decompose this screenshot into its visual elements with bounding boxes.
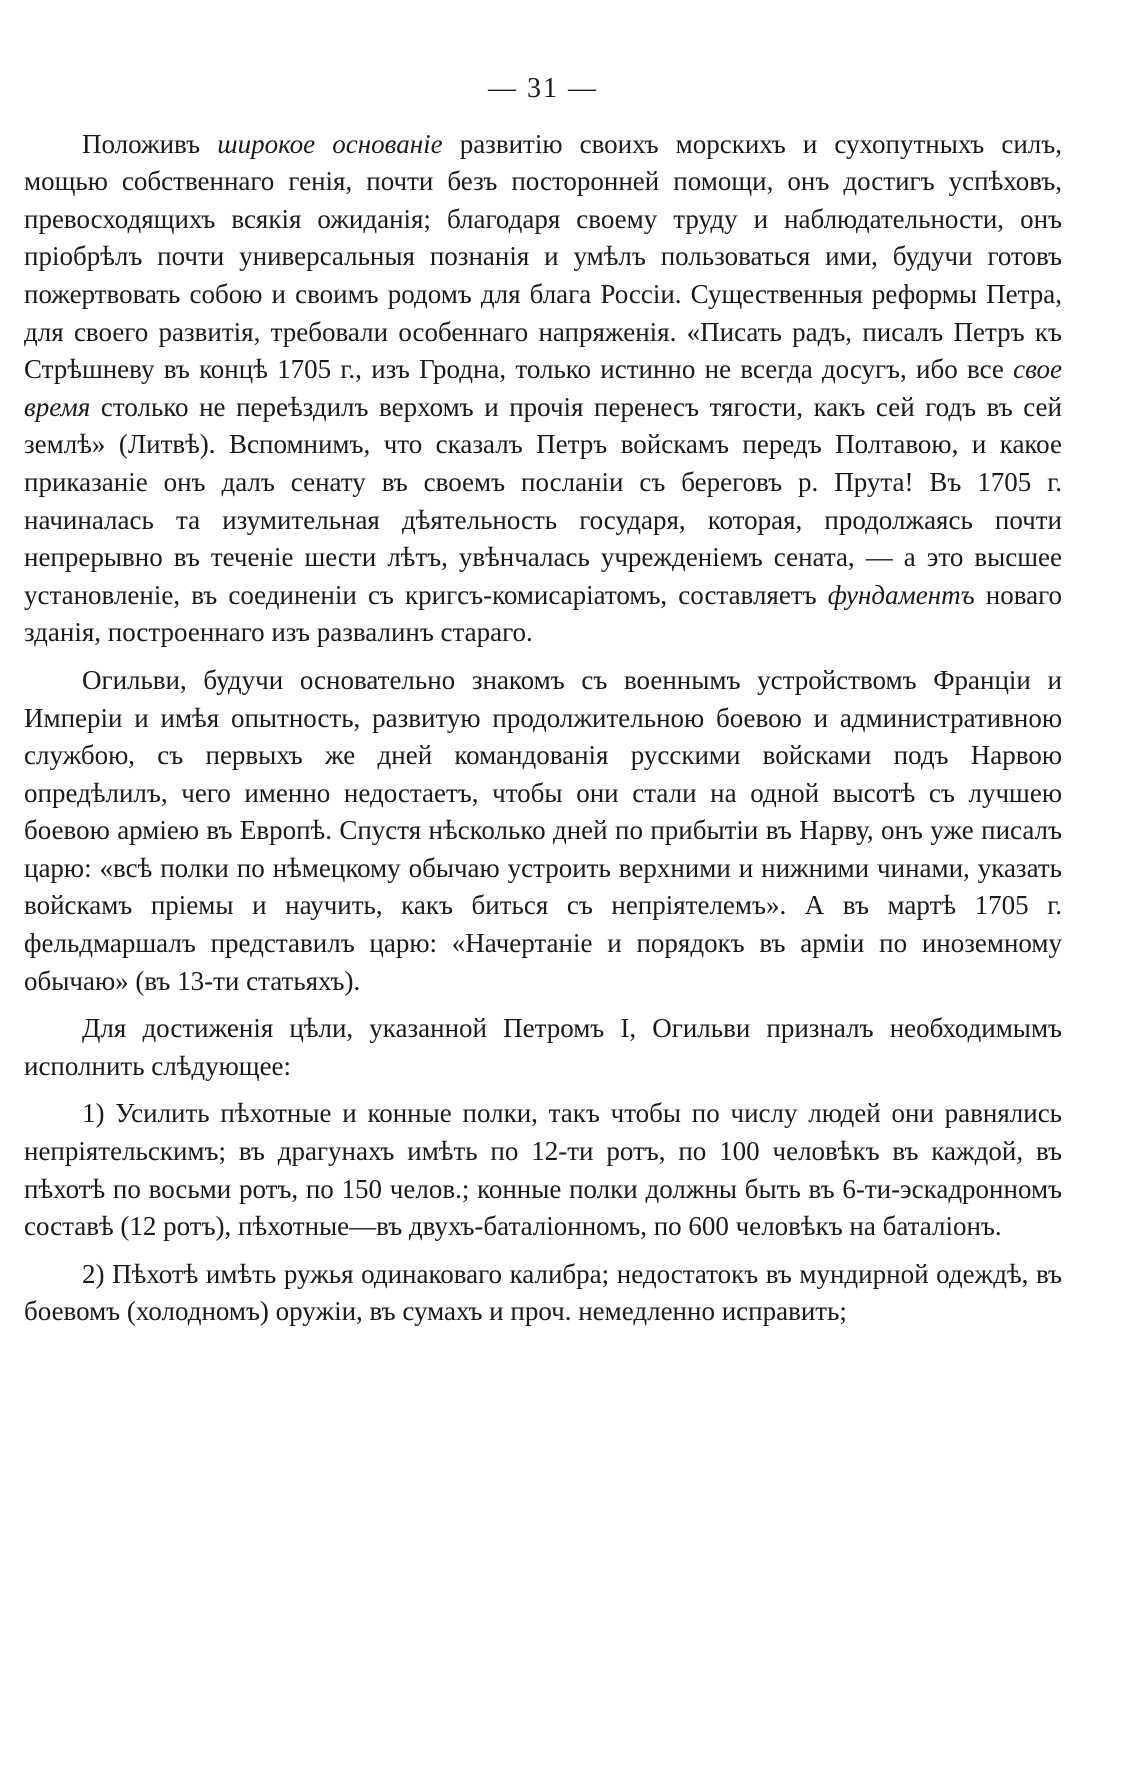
text-segment: развитію своихъ морскихъ и сухопутныхъ силъ, мощью собственнаго генія, почти безъ посторонней помощи, онъ достигъ успѣховъ, превосходящихъ всякія ожиданія; благодаря своему труду и наблюдательности, онъ пріобрѣлъ почти универсальныя познанія и умѣлъ пользоваться ими, будучи готовъ пожертвовать собою и своимъ родомъ для блага Россіи. Существенныя реформы Петра, для своего развитія, требовали особеннаго напряженія. «Писать радъ, писалъ Петръ къ Стрѣшневу въ концѣ 1705 г., изъ Гродна, только истинно не всегда досугъ, ибо все xyxy=(24,128,1062,385)
text-segment: 2) Пѣхотѣ имѣть ружья одинаковаго калибра; недостатокъ въ мундирной одеждѣ, въ боевомъ (холодномъ) оружіи, въ сумахъ и проч. немедленно исправить; xyxy=(24,1258,1062,1327)
paragraph-3 xyxy=(24,1010,1062,1085)
text-segment: новаго зданія, построеннаго изъ развалинъ стараго. xyxy=(24,579,1062,648)
text-segment: столько не переѣздилъ верхомъ и прочія перенесъ тягости, какъ сей годъ въ сей землѣ» (Литвѣ). Вспомнимъ, что сказалъ Петръ войскамъ передъ Полтавою, и какое приказаніе онъ далъ сенату въ своемъ посланіи съ береговъ р. Прута! Въ 1705 г. начиналась та изумительная дѣятельность государя, которая, продолжаясь почти непрерывно въ теченіе шести лѣтъ, увѣнчалась учрежденіемъ сената, — а это высшее установленіе, въ соединеніи съ кригсъ-комисаріатомъ, составляетъ xyxy=(24,391,1062,610)
book-page xyxy=(24,70,1062,1341)
list-item-1 xyxy=(24,1095,1062,1245)
text-segment: Положивъ xyxy=(82,128,218,159)
italic-phrase: свое время xyxy=(24,354,1062,422)
paragraph-2 xyxy=(24,662,1062,1000)
paragraph-1 xyxy=(24,126,1062,652)
text-segment: Для достиженія цѣли, указанной Петромъ I, Огильви призналъ необходимымъ исполнить слѣдующее: xyxy=(24,1013,1062,1081)
page-number: — 31 — xyxy=(488,73,598,104)
text-segment: 1) Усилить пѣхотные и конные полки, такъ чтобы по числу людей они равнялись непріятельскимъ; въ драгунахъ имѣть по 12-ти ротъ, по 100 человѣкъ въ каждой, въ пѣхотѣ по восьми ротъ, по 150 челов.; конные полки должны быть въ 6-ти-эскадронномъ составѣ (12 ротъ), пѣхотные—въ двухъ-баталіонномъ, по 600 человѣкъ на баталіонъ. xyxy=(24,1098,1062,1242)
text-segment: Огильви, будучи основательно знакомъ съ военнымъ устройствомъ Франціи и Имперіи и имѣя опытность, развитую продолжительною боевою и административною службою, съ первыхъ же дней командованія русскими войсками подъ Нарвою опредѣлилъ, чего именно недостаетъ, чтобы они стали на одной высотѣ съ лучшею боевою арміею въ Европѣ. Спустя нѣсколько дней по прибытіи въ Нарву, онъ уже писалъ царю: «всѣ полки по нѣмецкому обычаю устроить верхними и нижними чинами, указать войскамъ пріемы и научить, какъ биться съ непріятелемъ». А въ мартѣ 1705 г. фельдмаршалъ представилъ царю: «Начертаніе и порядокъ въ арміи по иноземному обычаю» (въ 13-ти статьяхъ). xyxy=(24,664,1062,996)
italic-phrase: широкое основаніе xyxy=(217,128,443,159)
list-item-2 xyxy=(24,1256,1062,1331)
italic-phrase: фундаментъ xyxy=(827,579,975,610)
